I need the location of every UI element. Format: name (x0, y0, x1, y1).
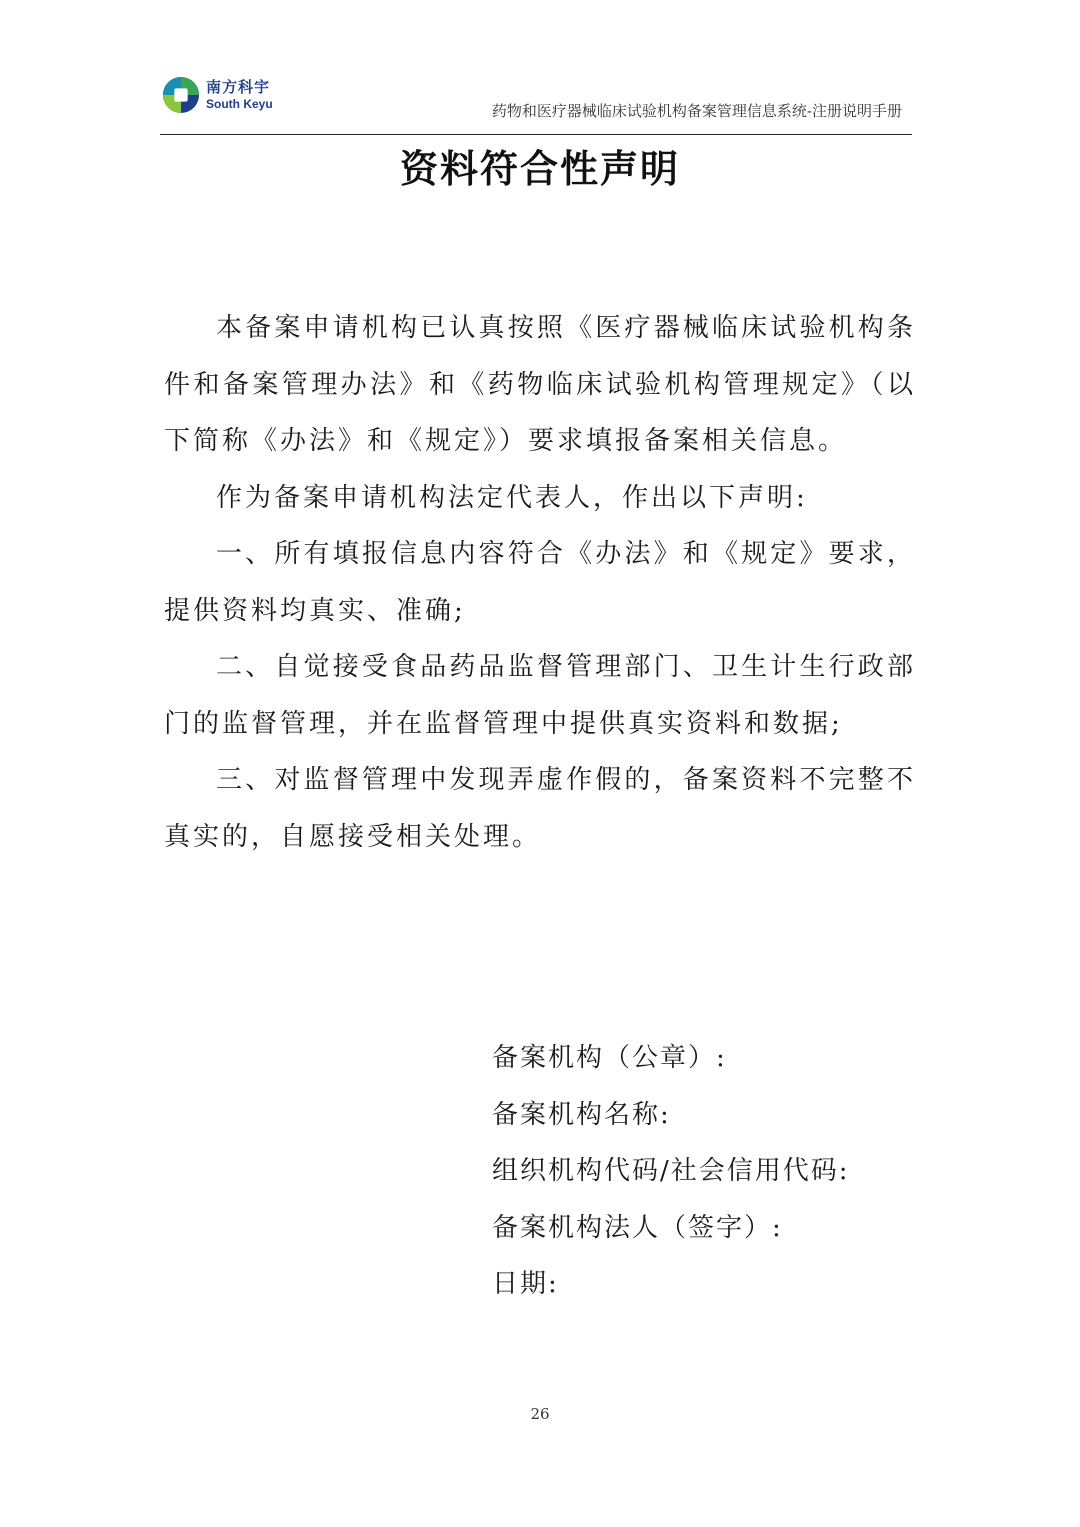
signature-block (492, 1030, 850, 1313)
logo-text (206, 80, 273, 110)
paragraph-item-3: 三、对监督管理中发现弄虚作假的，备案资料不完整不真实的，自愿接受相关处理。 (164, 765, 916, 852)
header-title: 药物和医疗器械临床试验机构备案管理信息系统-注册说明手册 (491, 102, 902, 120)
seal-field-label: 备案机构（公章）: (492, 1043, 727, 1073)
south-keyu-logo-icon (162, 76, 200, 114)
date-label: 日期: (492, 1269, 559, 1299)
page-number: 26 (530, 1405, 550, 1423)
organization-code-label: 组织机构代码/社会信用代码: (492, 1156, 850, 1186)
institution-name-label: 备案机构名称: (492, 1099, 671, 1130)
paragraph-item-2: 二、自觉接受食品药品监督管理部门、卫生计生行政部门的监督管理，并在监督管理中提供真实资料和数据; (164, 652, 916, 739)
logo-english-name: South Keyu (206, 97, 273, 111)
page-header (160, 70, 912, 135)
logo-chinese-name: 南方科宇 (206, 78, 271, 96)
paragraph-statement: 作为备案申请机构法定代表人，作出以下声明: (216, 482, 808, 513)
company-logo (162, 76, 273, 114)
paragraph-intro: 本备案申请机构已认真按照《医疗器械临床试验机构条件和备案管理办法》和《药物临床试验机构管理规定》（以下简称《办法》和《规定》）要求填报备案相关信息。 (164, 313, 916, 456)
declaration-body (164, 300, 916, 865)
legal-representative-label: 备案机构法人（签字）: (492, 1212, 783, 1243)
document-title: 资料符合性声明 (399, 146, 680, 191)
paragraph-item-1: 一、所有填报信息内容符合《办法》和《规定》要求，提供资料均真实、准确; (164, 539, 916, 626)
